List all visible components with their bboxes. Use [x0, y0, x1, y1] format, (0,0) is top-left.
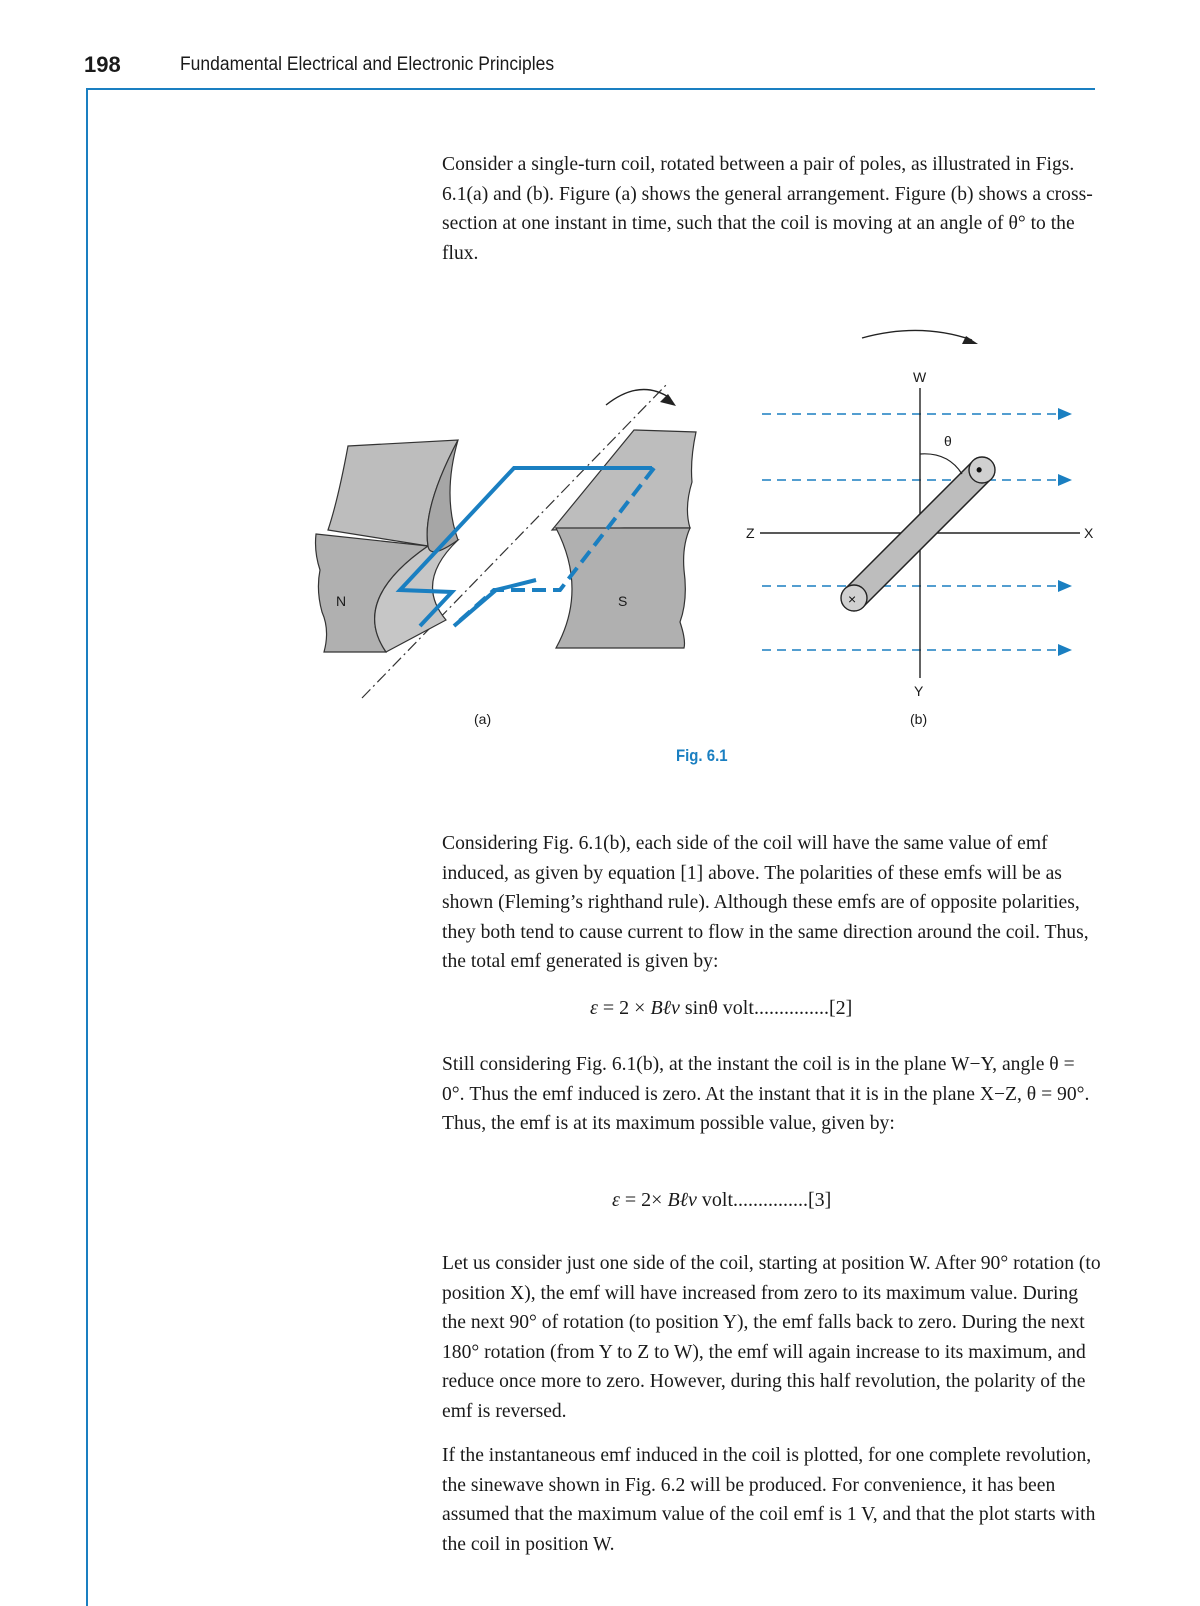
page-number: 198 — [84, 52, 121, 77]
axis-label-y: Y — [914, 683, 924, 699]
eq3-vars: Bℓv — [667, 1189, 697, 1211]
paragraph-one-side: Let us consider just one side of the coil, starting at position W. After 90° rotation (to position X), the emf will have increased from zero to its maximum value. During the next 90° of rotation (to position Y), the emf falls back to zero. During the next 180° rotation (from Y to Z to W), the emf will again increase to its maximum, and reduce once more to zero. However, during this half revolution, the polarity of the emf is reversed. — [442, 1253, 1101, 1422]
paragraph-sinewave: If the instantaneous emf induced in the coil is plotted, for one complete revolution, the sinewave shown in Fig. 6.2 will be produced. For convenience, it has been assumed that the maximum value of the coil emf is 1 V, and that the plot starts with the coil in position W. — [442, 1445, 1096, 1555]
eq2-rest: sinθ volt — [679, 997, 754, 1019]
equation-3 — [612, 1189, 831, 1212]
paragraph-intro: Consider a single-turn coil, rotated between a pair of poles, as illustrated in Figs. 6.1(a) and (b). Figure (a) shows the general arrangement. Figure (b) shows a cross-section at one instant in time, such that the coil is moving at an angle of θ° to the flux. — [442, 154, 1093, 264]
eq3-lhs: ε — [612, 1189, 620, 1211]
paragraph-emf-polarities: Considering Fig. 6.1(b), each side of the coil will have the same value of emf induced, as given by equation [1] above. The polarities of these emfs will be as shown (Fleming’s righthand rule). Although these emfs are of opposite polarities, they both tend to cause current to flow in the same direction around the coil. Thus, the total emf generated is given by: — [442, 833, 1089, 973]
eq2-op: = 2 × — [597, 997, 651, 1019]
part-a-label: (a) — [474, 711, 492, 727]
conductor-out-symbol: • — [976, 460, 983, 480]
conductor-in-symbol: × — [848, 591, 857, 607]
figure-caption: Fig. 6.1 — [676, 746, 728, 765]
axis-label-z: Z — [746, 525, 755, 541]
flux-arrowheads — [1058, 408, 1072, 656]
axis-label-x: X — [1084, 525, 1094, 541]
paragraph-plane-positions: Still considering Fig. 6.1(b), at the instant the coil is in the plane W−Y, angle θ = 0°. Thus the emf induced is zero. At the instant that it is in the plane X−Z, θ = 90°. Thus, the emf is at its maximum possible value, given by: — [442, 1054, 1090, 1135]
rotation-arrow-b — [862, 330, 972, 340]
eq2-dots: ............... — [753, 997, 829, 1019]
south-pole-label: S — [618, 593, 628, 609]
eq3-rest: volt — [696, 1189, 734, 1211]
axis-label-w: W — [913, 369, 927, 385]
eq2-ref: [2] — [828, 997, 853, 1019]
theta-label: θ — [944, 433, 952, 449]
north-pole-magnet — [316, 440, 459, 652]
running-title: Fundamental Electrical and Electronic Principles — [180, 54, 555, 75]
coil-cross-section — [854, 470, 982, 598]
part-b-label: (b) — [910, 711, 928, 727]
rotation-arrowhead-a — [660, 394, 676, 406]
eq3-op: = 2× — [619, 1189, 668, 1211]
south-pole-magnet — [552, 430, 696, 648]
eq3-ref: [3] — [808, 1189, 832, 1211]
theta-arc — [920, 454, 962, 474]
rotation-arrow-a — [606, 389, 670, 405]
eq2-vars: Bℓv — [650, 997, 680, 1019]
north-pole-label: N — [336, 593, 347, 609]
equation-2 — [590, 997, 852, 1020]
eq2-lhs: ε — [590, 997, 598, 1019]
eq3-dots: ............... — [733, 1189, 809, 1211]
